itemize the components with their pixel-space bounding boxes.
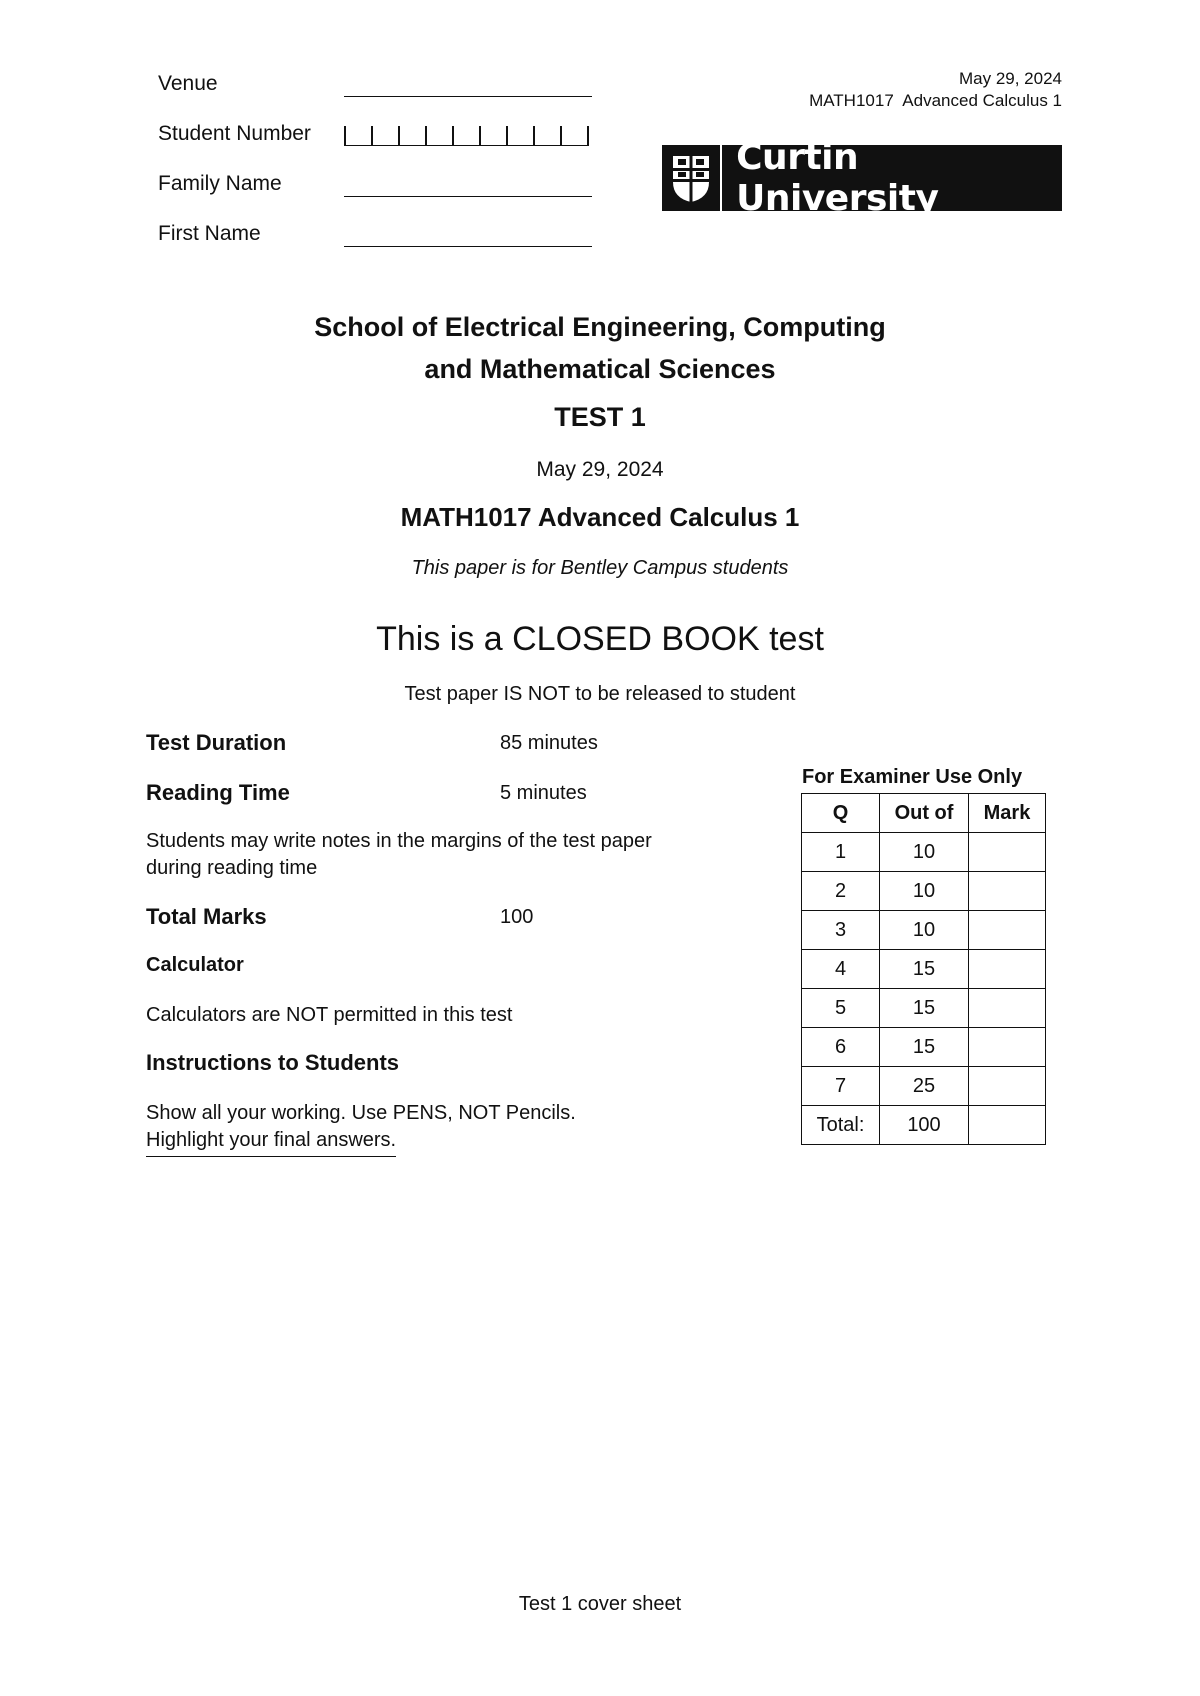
curtin-logo [662, 137, 1062, 219]
total-value: 100 [880, 1106, 969, 1145]
test-date: May 29, 2024 [536, 458, 664, 481]
cell-mark[interactable] [969, 833, 1046, 872]
first-name-label: First Name [158, 222, 261, 245]
table-row [802, 833, 1046, 872]
test-title: TEST 1 [554, 402, 646, 432]
total-label: Total: [802, 1106, 880, 1145]
cell-out-of: 15 [880, 1028, 969, 1067]
instructions-line-2: Highlight your final answers. [146, 1127, 396, 1157]
header-date: May 29, 2024 [958, 69, 1062, 88]
running-header [809, 68, 1062, 112]
table-row [802, 950, 1046, 989]
calculator-label: Calculator [146, 954, 244, 976]
cell-mark[interactable] [969, 989, 1046, 1028]
table-row [802, 1067, 1046, 1106]
cell-out-of: 25 [880, 1067, 969, 1106]
cell-mark[interactable] [969, 950, 1046, 989]
closed-book-notice: This is a CLOSED BOOK test [376, 620, 824, 658]
school-line-1: School of Electrical Engineering, Computing [314, 312, 886, 342]
table-row [802, 872, 1046, 911]
reading-note [146, 828, 652, 882]
header-mark: Mark [969, 794, 1046, 833]
student-number-label: Student Number [158, 122, 311, 145]
first-name-field[interactable] [344, 246, 592, 247]
curtin-crest-icon [662, 145, 722, 211]
examiner-table [801, 793, 1046, 1145]
cell-out-of: 15 [880, 950, 969, 989]
instructions-label: Instructions to Students [146, 1050, 399, 1075]
reading-note-line-1: Students may write notes in the margins of the test paper [146, 830, 652, 852]
student-number-field[interactable] [344, 124, 589, 146]
reading-time-label: Reading Time [146, 780, 290, 805]
header-out-of: Out of [880, 794, 969, 833]
table-total-row [802, 1106, 1046, 1145]
table-row [802, 911, 1046, 950]
examiner-title: For Examiner Use Only [802, 766, 1023, 788]
cell-mark[interactable] [969, 911, 1046, 950]
total-marks-label: Total Marks [146, 904, 267, 929]
instructions-line-1: Show all your working. Use PENS, NOT Pencils. [146, 1102, 576, 1124]
table-header-row [802, 794, 1046, 833]
cell-mark[interactable] [969, 872, 1046, 911]
cell-out-of: 15 [880, 989, 969, 1028]
venue-field[interactable] [344, 96, 592, 97]
table-row [802, 1028, 1046, 1067]
cell-out-of: 10 [880, 911, 969, 950]
cell-q: 4 [802, 950, 880, 989]
school-line-2: and Mathematical Sciences [424, 354, 776, 384]
cell-mark[interactable] [969, 1028, 1046, 1067]
table-row [802, 989, 1046, 1028]
cell-q: 3 [802, 911, 880, 950]
duration-value: 85 minutes [500, 732, 598, 754]
total-mark[interactable] [969, 1106, 1046, 1145]
header-q: Q [802, 794, 880, 833]
cell-mark[interactable] [969, 1067, 1046, 1106]
family-name-label: Family Name [158, 172, 282, 195]
cell-out-of: 10 [880, 833, 969, 872]
instructions-text [146, 1100, 576, 1157]
family-name-field[interactable] [344, 196, 592, 197]
page-footer: Test 1 cover sheet [518, 1593, 682, 1615]
header-course: MATH1017 Advanced Calculus 1 [809, 91, 1062, 110]
cell-q: 5 [802, 989, 880, 1028]
venue-label: Venue [158, 72, 218, 95]
total-marks-value: 100 [500, 906, 534, 928]
school-name [0, 306, 1200, 390]
logo-text: Curtin University [736, 137, 939, 219]
reading-time-value: 5 minutes [500, 782, 587, 804]
duration-label: Test Duration [146, 730, 287, 755]
course-title: MATH1017 Advanced Calculus 1 [400, 502, 800, 532]
cell-q: 7 [802, 1067, 880, 1106]
calculator-note: Calculators are NOT permitted in this test [146, 1004, 513, 1026]
release-notice: Test paper IS NOT to be released to student [404, 683, 796, 705]
cell-out-of: 10 [880, 872, 969, 911]
campus-note: This paper is for Bentley Campus students [411, 557, 789, 579]
cell-q: 1 [802, 833, 880, 872]
reading-note-line-2: during reading time [146, 857, 318, 879]
cell-q: 6 [802, 1028, 880, 1067]
cell-q: 2 [802, 872, 880, 911]
